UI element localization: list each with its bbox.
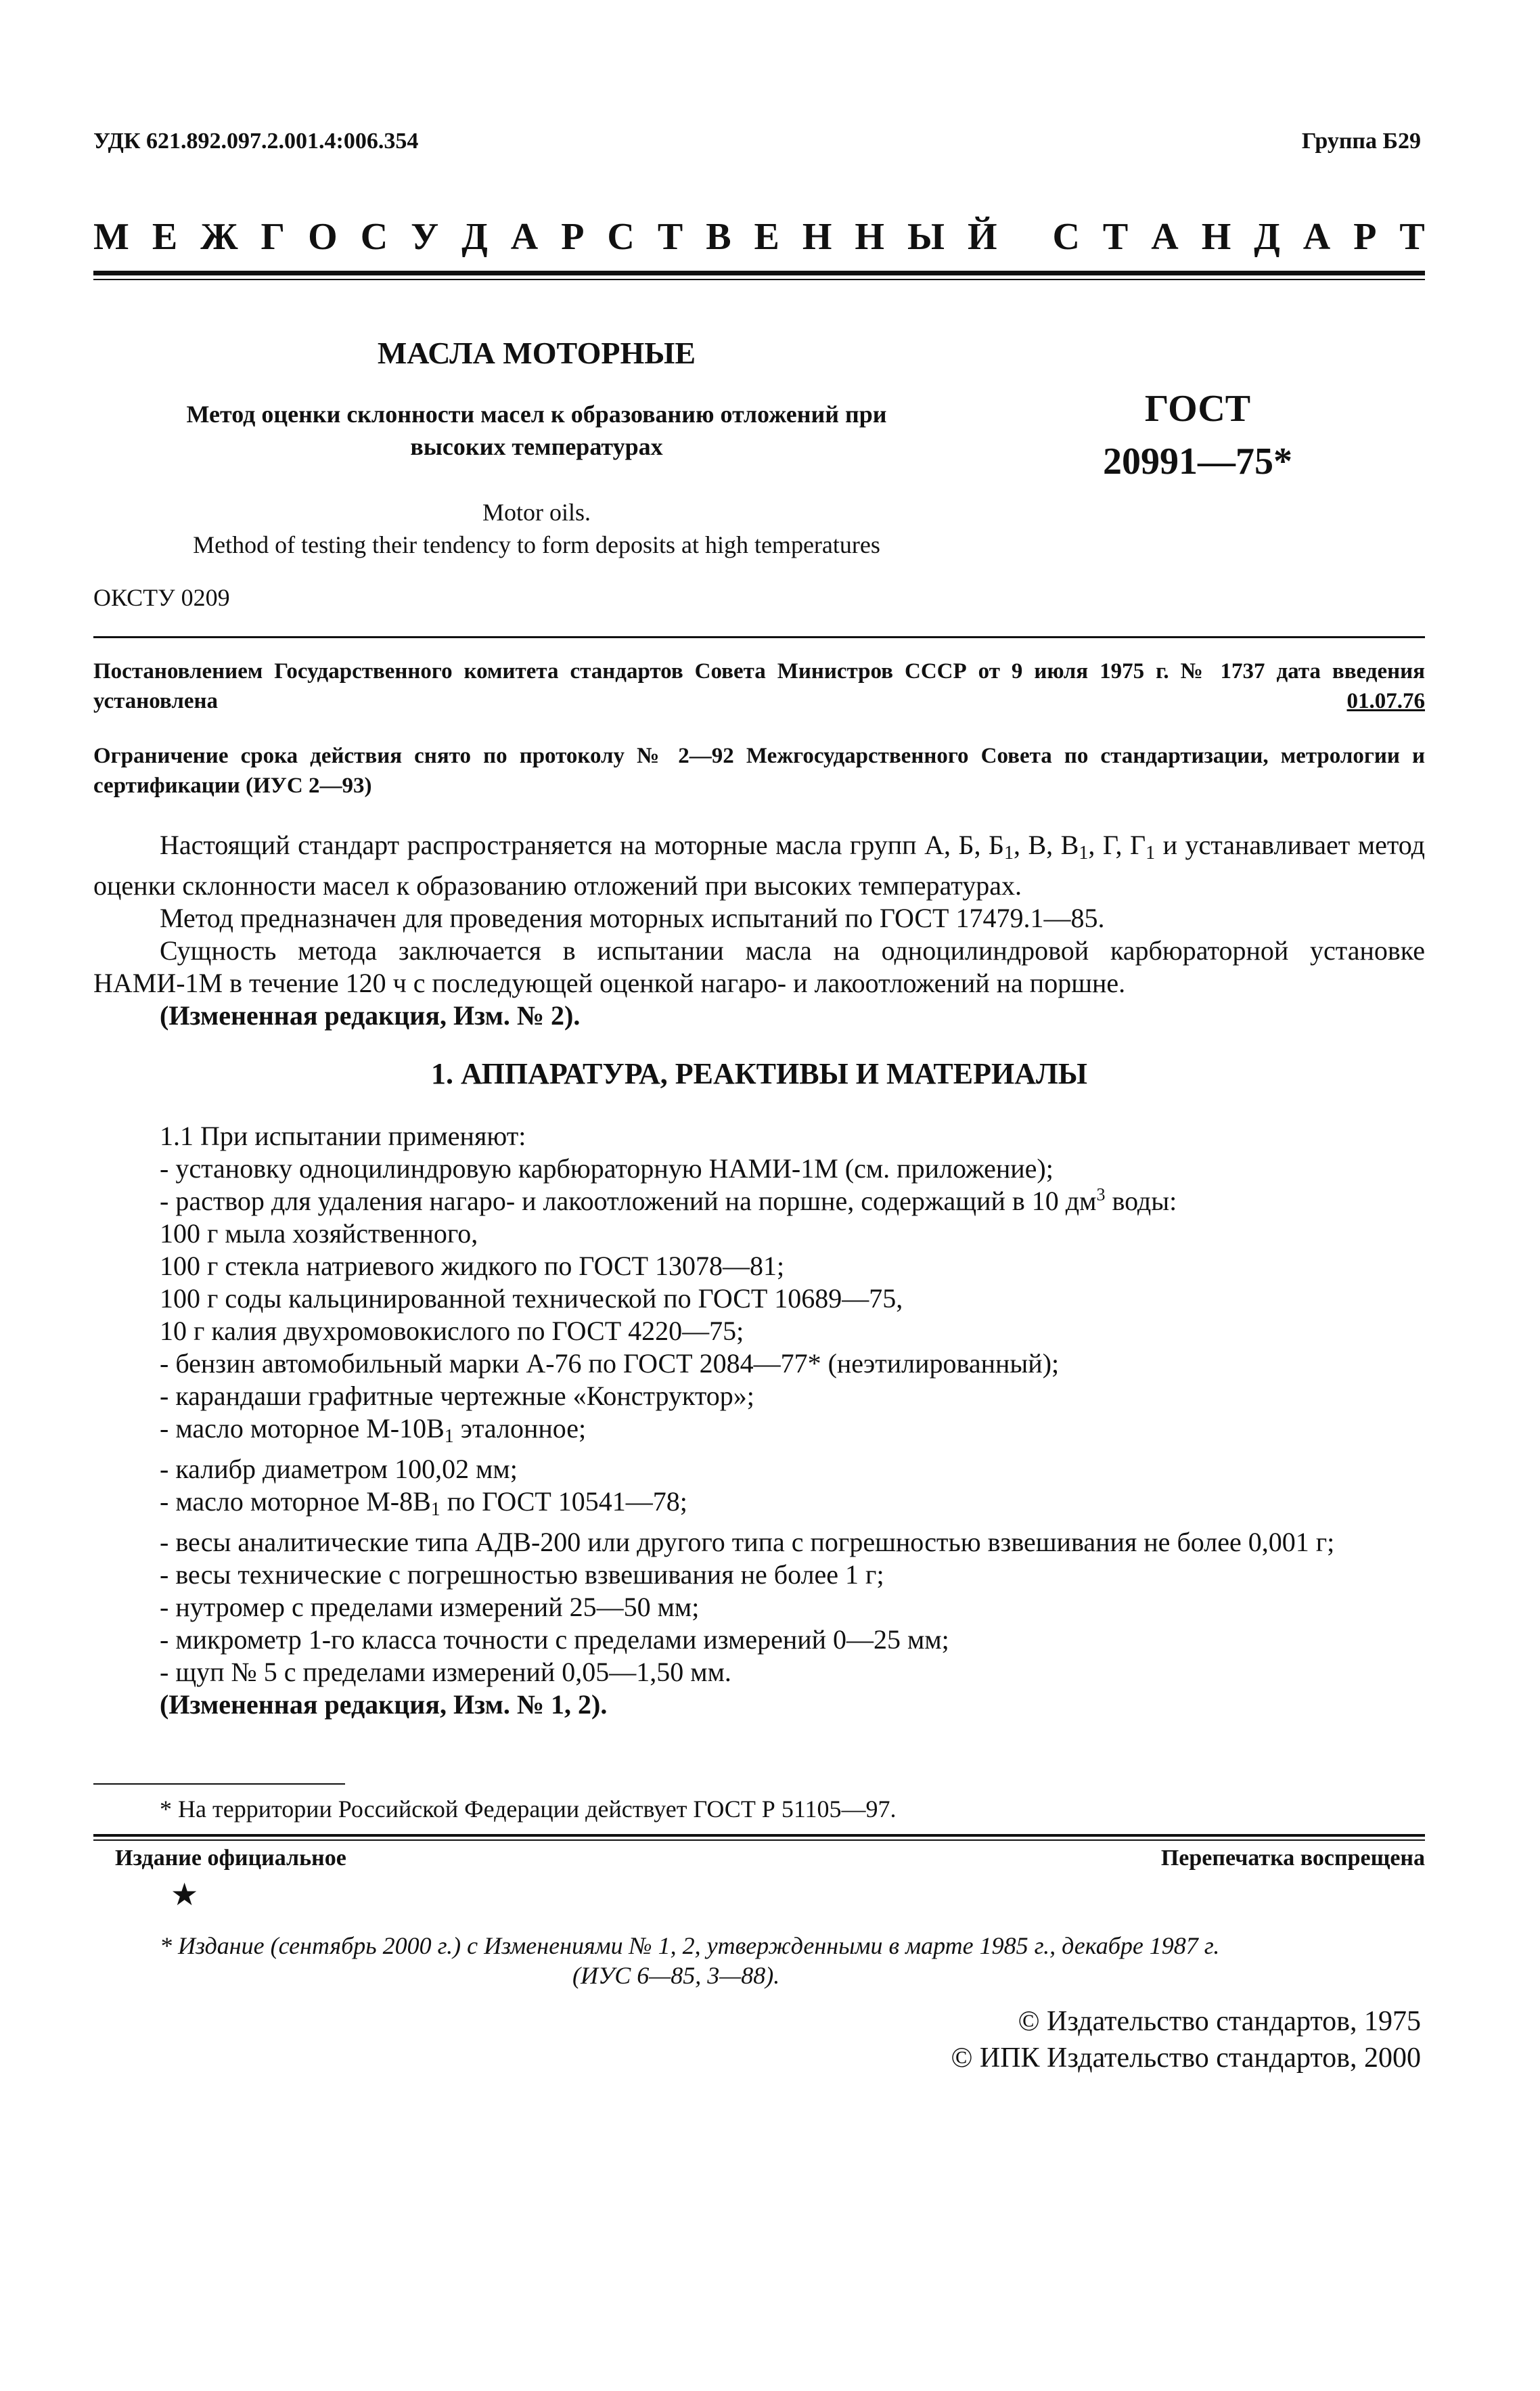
heading-letter: Е: [152, 216, 178, 258]
heading-letter: Г: [261, 216, 286, 258]
list-item: - установку одноцилиндровую карбюраторную НАМИ-1М (см. приложение);: [160, 1153, 1054, 1184]
edition-note-line-2: (ИУС 6—85, 3—88).: [572, 1962, 780, 1989]
heading-letter: В: [706, 216, 731, 258]
heading-letter: Д: [461, 216, 488, 258]
intro-paragraph-3: Сущность метода заключается в испытании масла на одноцилиндровой карбюраторной установке НАМИ-1М в течение 120 ч с последующей оценкой нагаро- и лакоотложений на поршне.: [93, 935, 1425, 998]
heading-letter: Н: [1201, 216, 1231, 258]
standard-heading: [93, 215, 1425, 259]
udk-code: УДК 621.892.097.2.001.4:006.354: [93, 129, 419, 154]
footnote: * На территории Российской Федерации действует ГОСТ Р 51105—97.: [160, 1795, 897, 1823]
list-item: - щуп № 5 с пределами измерений 0,05—1,50 мм.: [160, 1657, 731, 1687]
list-subitem: 100 г мыла хозяйственного,: [160, 1218, 478, 1249]
heading-letter: С: [607, 216, 635, 258]
gost-number: 20991—75*: [1103, 441, 1292, 483]
heading-letter: Т: [657, 216, 683, 258]
heading-letter: Ж: [200, 216, 238, 258]
list-item: - масло моторное $М-10В_1$ эталонное;: [160, 1413, 587, 1447]
heading-letter: Е: [754, 216, 779, 258]
list-item: - весы технические с погрешностью взвешивания не более 1 г;: [160, 1559, 884, 1590]
introduction-date: 01.07.76: [1346, 689, 1425, 713]
document-title: МАСЛА МОТОРНЫЕ: [377, 336, 696, 370]
list-item: - раствор для удаления нагаро- и лакоотложений на поршне, содержащий в 10 $дм^3$ воды:: [160, 1184, 1177, 1216]
edition-note-line-1: * Издание (сентябрь 2000 г.) с Изменениями № 1, 2, утвержденными в марте 1985 г., декабре 1987 г.: [160, 1932, 1220, 1959]
header-rule: [93, 271, 1425, 275]
gost-label: ГОСТ: [1144, 388, 1251, 430]
heading-letter: Н: [855, 216, 884, 258]
copyright-2000: © ИПК Издательство стандартов, 2000: [951, 2042, 1421, 2074]
official-edition-label: Издание официальное: [115, 1846, 346, 1871]
heading-letter: Т: [1102, 216, 1129, 258]
intro-amendment-note: (Измененная редакция, Изм. № 2).: [160, 1000, 581, 1031]
heading-letter: Й: [967, 216, 997, 258]
heading-letter: Р: [561, 216, 585, 258]
heading-letter: С: [1052, 216, 1080, 258]
list-item: - весы аналитические типа АДВ-200 или другого типа с погрешностью взвешивания не более 0,001 г;: [160, 1527, 1335, 1557]
heading-letter: Д: [1254, 216, 1280, 258]
list-subitem: 100 г соды кальцинированной технической по ГОСТ 10689—75,: [160, 1283, 903, 1314]
intro-paragraph-2: Метод предназначен для проведения моторных испытаний по ГОСТ 17479.1—85.: [160, 903, 1105, 933]
list-item: - микрометр 1-го класса точности с пределами измерений 0—25 мм;: [160, 1624, 949, 1655]
footnote-rule: [93, 1783, 345, 1785]
heading-letter: Ы: [907, 216, 945, 258]
heading-letter: М: [93, 216, 129, 258]
list-item: - масло моторное $М-8В_1$ по ГОСТ 10541—78;: [160, 1486, 687, 1520]
section-rule: [93, 636, 1425, 638]
subtitle-line-1: Метод оценки склонности масел к образованию отложений при: [186, 401, 887, 428]
heading-letter: С: [360, 216, 388, 258]
list-subitem: 10 г калия двухромовокислого по ГОСТ 4220—75;: [160, 1316, 744, 1346]
english-title-line-2: Method of testing their tendency to form deposits at high temperatures: [193, 531, 880, 558]
document-body: [93, 829, 1425, 1721]
heading-letter: А: [510, 216, 539, 258]
heading-letter: О: [308, 216, 338, 258]
heading-letter: А: [1151, 216, 1179, 258]
heading-letter: Н: [802, 216, 832, 258]
heading-letter: У: [411, 216, 439, 258]
section-1-amendment-note: (Измененная редакция, Изм. № 1, 2).: [160, 1689, 608, 1720]
limitation-paragraph: Ограничение срока действия снято по протоколу № 2—92 Межгосударственного Совета по стандартизации, метрологии и сертификации (ИУС 2—93): [93, 744, 1425, 798]
header-rule-thin: [93, 279, 1425, 280]
subtitle-line-2: высоких температурах: [410, 433, 663, 460]
decree-paragraph: [93, 656, 1425, 716]
decree-text: Постановлением Государственного комитета стандартов Совета Министров СССР от 9 июля 1975 г. № 1737 дата введения установлена: [93, 659, 1425, 713]
reprint-prohibited-label: Перепечатка воспрещена: [1160, 1846, 1425, 1871]
list-subitem: 100 г стекла натриевого жидкого по ГОСТ 13078—81;: [160, 1251, 785, 1281]
star-icon: ★: [171, 1877, 199, 1912]
document-subtitle: [93, 398, 980, 463]
list-item: - бензин автомобильный марки А-76 по ГОСТ 2084—77* (неэтилированный);: [160, 1348, 1060, 1379]
english-title-line-1: Motor oils.: [482, 499, 591, 526]
heading-letter: Р: [1353, 216, 1377, 258]
group-code: Группа Б29: [1301, 129, 1421, 154]
gost-designation: [1056, 382, 1340, 488]
list-item: - карандаши графитные чертежные «Конструктор»;: [160, 1381, 754, 1411]
heading-letter: Т: [1399, 216, 1425, 258]
intro-paragraph-1: Настоящий стандарт распространяется на моторные масла групп А, Б, $Б_1$, В, $В_1$, Г, $Г_1$ и устанавливает метод оценки склонности масел к образованию отложений при высоких температурах.: [93, 830, 1425, 901]
section-1-title: 1. АППАРАТУРА, РЕАКТИВЫ И МАТЕРИАЛЫ: [431, 1057, 1087, 1090]
section-1-lead: 1.1 При испытании применяют:: [160, 1121, 526, 1151]
footer-rule: [93, 1834, 1425, 1837]
heading-letter: А: [1303, 216, 1331, 258]
english-title: [93, 496, 980, 561]
okstu-code: ОКСТУ 0209: [93, 584, 230, 611]
edition-note: [160, 1931, 1405, 1990]
copyright-1975: © Издательство стандартов, 1975: [1018, 2006, 1421, 2037]
heading-letter: [1020, 215, 1030, 259]
list-item: - нутромер с пределами измерений 25—50 мм;: [160, 1592, 700, 1622]
copyright-block: [951, 2003, 1421, 2076]
list-item: - калибр диаметром 100,02 мм;: [160, 1454, 518, 1484]
footer-rule-thin: [93, 1839, 1425, 1841]
